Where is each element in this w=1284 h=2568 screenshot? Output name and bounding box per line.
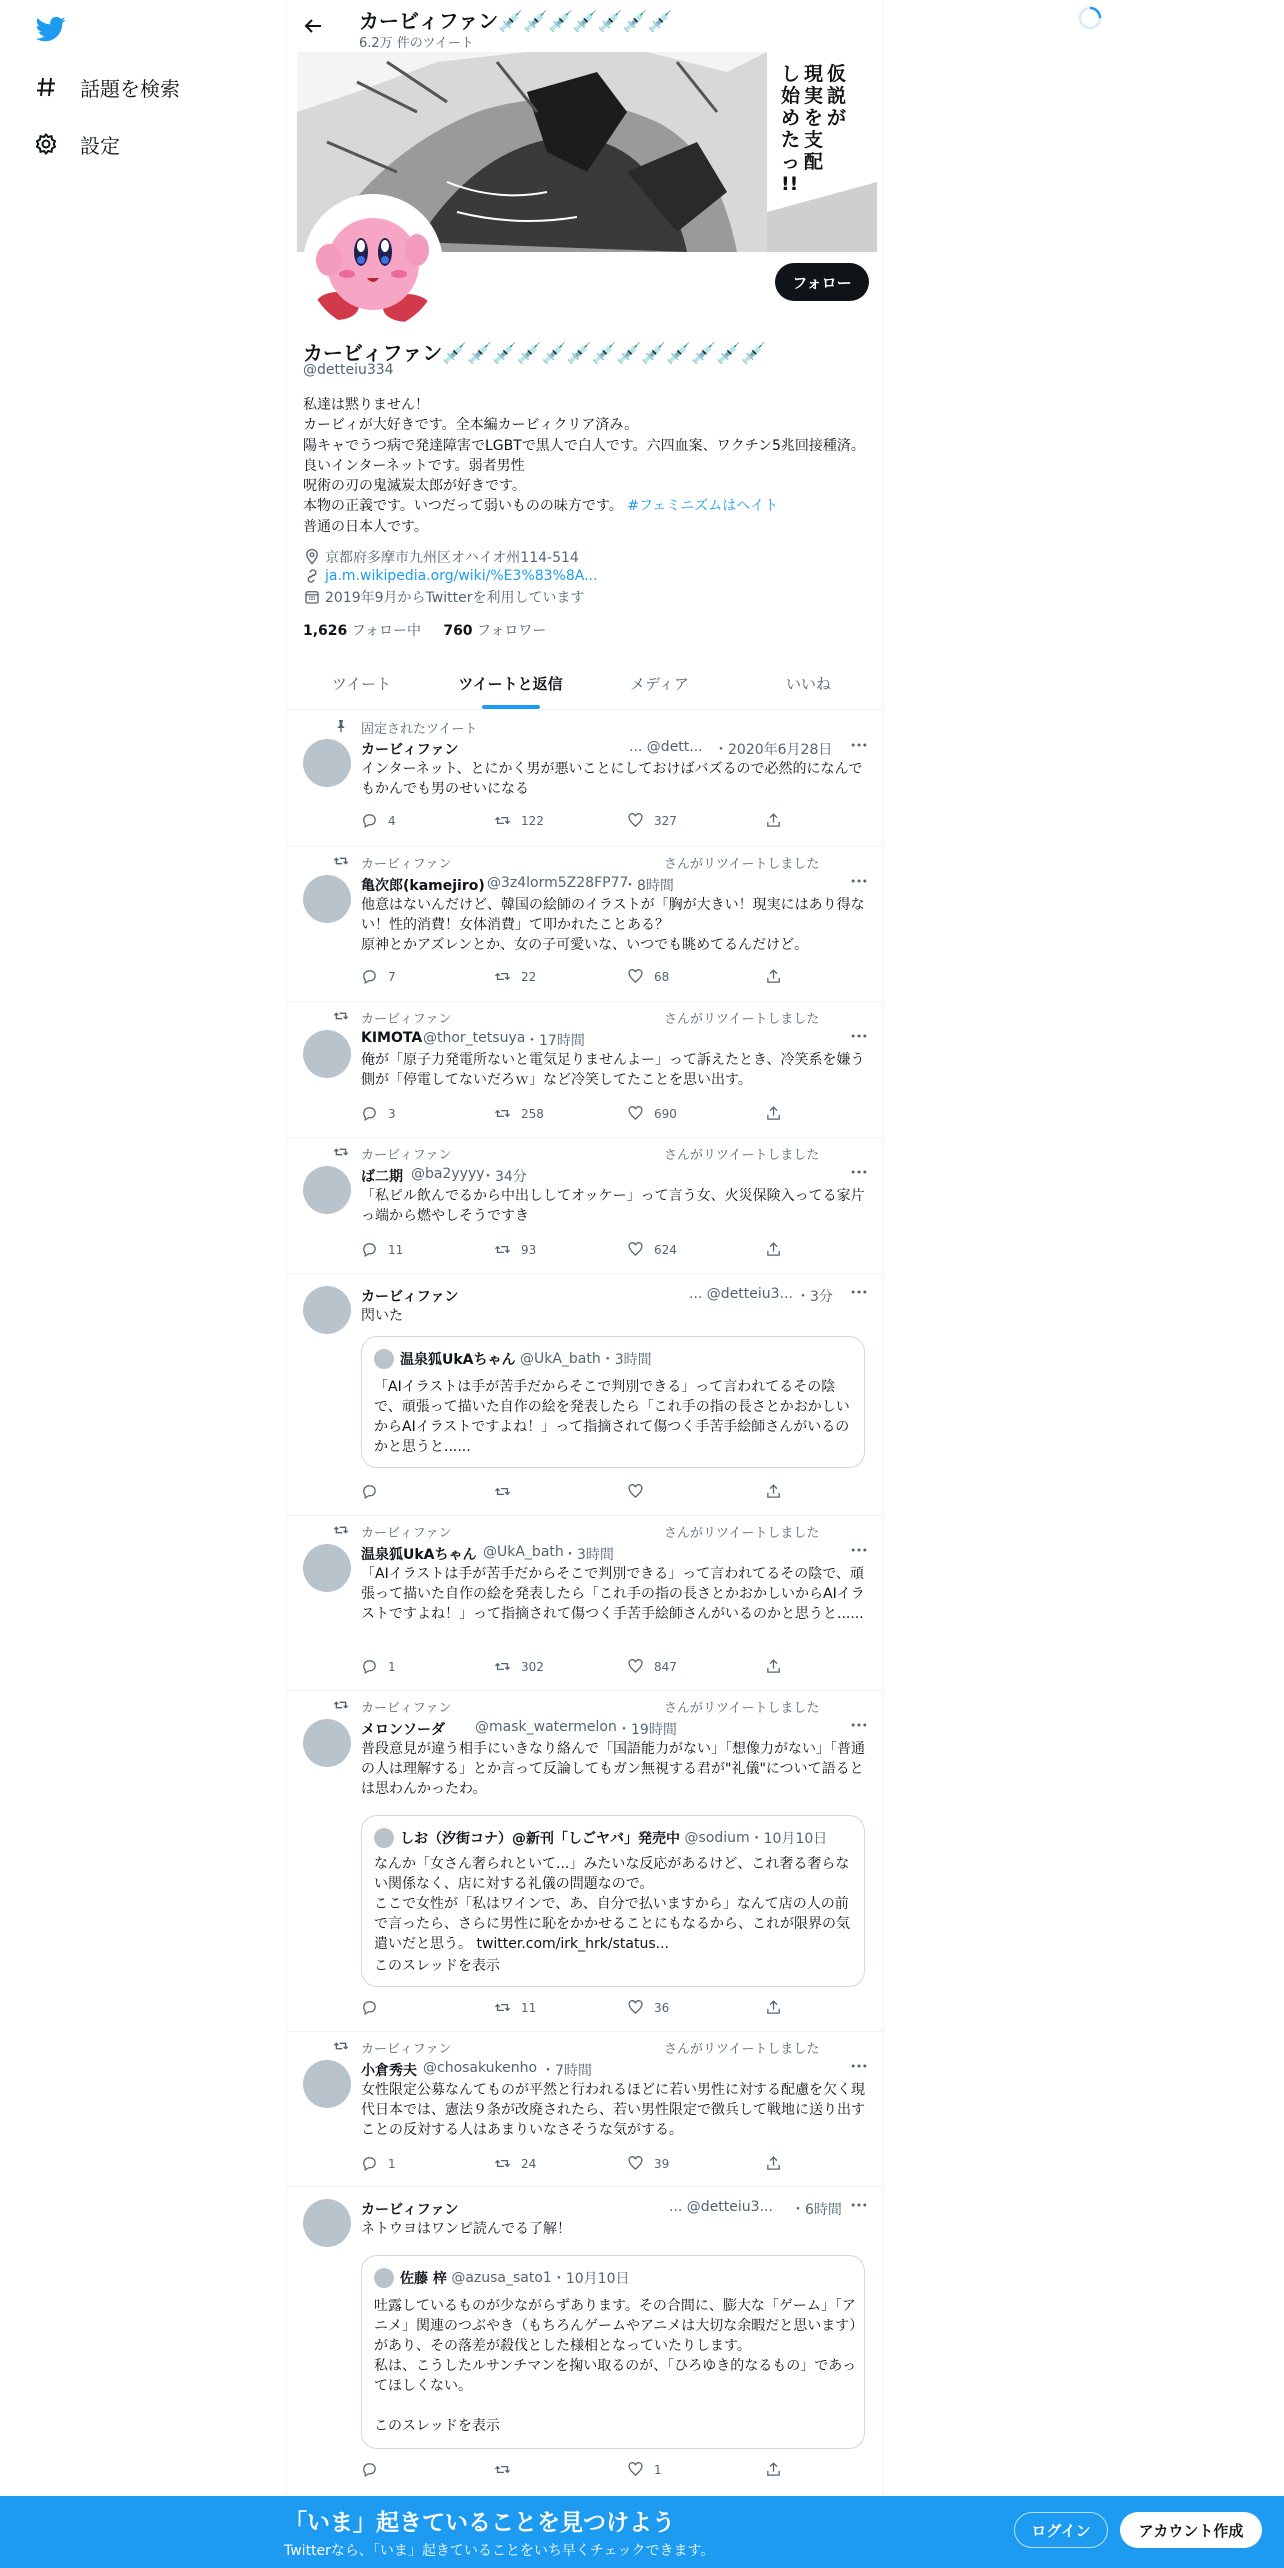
nav-settings[interactable] <box>34 124 120 164</box>
show-thread-link[interactable]: このスレッドを表示 <box>374 2418 500 2434</box>
tweet-avatar[interactable] <box>303 1286 351 1334</box>
signup-button[interactable]: アカウント作成 <box>1120 2512 1262 2548</box>
tweet-context-suffix: さんがリツイートしました <box>664 1701 820 1716</box>
tab-label: いいね <box>785 675 831 693</box>
retweet-context-icon <box>333 1008 349 1024</box>
quoted-author-name: しお（汐街コナ）@新刊「しごヤバ」発売中 <box>400 1831 680 1847</box>
quoted-author-name: 佐藤 梓 <box>400 2271 447 2287</box>
profile-handle: @detteiu334 <box>303 362 394 378</box>
reply-icon <box>361 1241 378 1258</box>
retweet-icon <box>494 1241 511 1258</box>
tweet-avatar[interactable] <box>303 1166 351 1214</box>
tweet[interactable] <box>287 1691 883 2032</box>
like-count: 690 <box>654 1106 677 1121</box>
retweet-count: 122 <box>521 813 544 828</box>
heart-icon <box>627 1241 644 1258</box>
tweet-time[interactable]: ・6時間 <box>791 2202 842 2218</box>
tweet-header <box>361 1719 871 1739</box>
following-count: 1,626 <box>303 623 348 639</box>
svg-text:説: 説 <box>827 85 847 107</box>
tweet[interactable] <box>287 2032 883 2187</box>
retweet-button[interactable] <box>494 2461 521 2478</box>
tweet-author-handle[interactable]: @3z4lorm5Z28FP77 <box>487 875 629 891</box>
tweet[interactable] <box>287 2187 883 2496</box>
tweet-text: 「AIイラストは手が苦手だからそこで判別できる」って言われてるその陰で、頑張って描いた自作の絵を発表したら「これ手の指の長さとかおかしいからAIイラストですよね！」って指摘されて傷つく手苦手絵師さんがいるのかと思うと...... <box>361 1566 865 1622</box>
svg-text:た: た <box>781 129 801 151</box>
retweet-icon <box>494 1658 511 1675</box>
location-pin-icon <box>303 548 321 566</box>
tweet-actions <box>361 2461 791 2481</box>
bio-line: カービィが大好きです。全本編カービィクリア済み。 <box>303 417 639 434</box>
profile-tabs <box>287 660 883 710</box>
retweet-button[interactable] <box>494 1483 521 1500</box>
like-button[interactable] <box>627 2155 669 2172</box>
heart-icon <box>627 2155 644 2172</box>
tweet-actions <box>361 1483 791 1503</box>
share-icon <box>765 1658 782 1675</box>
more-options-icon[interactable] <box>849 1715 869 1735</box>
bio-line: 私達は黙りません！ <box>303 397 429 413</box>
reply-icon <box>361 968 378 985</box>
like-button[interactable] <box>627 812 677 829</box>
tweet-header <box>361 1286 871 1306</box>
tweet-author-handle[interactable]: @UkA_bath <box>483 1544 564 1560</box>
tweet-context-suffix: さんがリツイートしました <box>664 1012 820 1027</box>
quoted-time: ・10月10日 <box>551 2271 630 2287</box>
tweet-actions <box>361 968 791 988</box>
share-button[interactable] <box>765 1483 792 1500</box>
share-icon <box>765 968 782 985</box>
retweet-icon <box>494 1483 511 1500</box>
svg-text:配: 配 <box>804 151 824 173</box>
tweet-actions <box>361 812 791 832</box>
quoted-author-handle: @azusa_sato1 <box>451 2270 552 2286</box>
reply-count: 7 <box>388 969 396 984</box>
tweet-header <box>361 2060 871 2080</box>
reply-button[interactable] <box>361 812 396 829</box>
tweet-text: 俺が「原子力発電所ないと電気足りませんよー」って訴えたとき、冷笑系を嫌う側が「停電してないだろｗ」など冷笑してたことを思い出す。 <box>361 1052 865 1088</box>
signup-prompt-bar <box>0 2496 1284 2568</box>
tweet-time[interactable]: ・8時間 <box>623 878 674 894</box>
bio-line-with-hashtag <box>303 496 873 516</box>
tweet-context[interactable]: カービィファン <box>361 1701 452 1716</box>
follow-button[interactable]: フォロー <box>775 263 869 301</box>
tweet[interactable] <box>287 1138 883 1274</box>
share-icon <box>765 2155 782 2172</box>
login-button[interactable]: ログイン <box>1014 2512 1108 2548</box>
tab-tweets[interactable] <box>287 660 436 709</box>
tweet-context-suffix: さんがリツイートしました <box>664 1526 820 1541</box>
tweet-header <box>361 1544 871 1564</box>
svg-text:仮: 仮 <box>827 63 847 85</box>
tweet-text: 女性限定公募なんてものが平然と行われるほどに若い男性に対する配慮を欠く現代日本では、憲法９条が改廃されたら、若い男性限定で徴兵して戦地に送り出すことの反対する人はあまりいなさそうな気がする。 <box>361 2082 865 2138</box>
tweet-time[interactable]: ・7時間 <box>541 2063 592 2079</box>
tweet-author-handle[interactable]: @ba2yyyy <box>411 1166 485 1182</box>
tweet-time[interactable]: ・17時間 <box>525 1033 585 1049</box>
tab-label: ツイートと返信 <box>458 675 563 693</box>
retweet-count: 11 <box>521 2000 537 2015</box>
svg-text:!!: !! <box>781 173 799 195</box>
like-button[interactable] <box>627 1241 677 1258</box>
tab-likes[interactable] <box>734 660 883 709</box>
calendar-icon <box>303 588 321 606</box>
tweet-author-name[interactable]: 小倉秀夫 <box>361 2063 417 2079</box>
tweet-author-handle[interactable]: @thor_tetsuya <box>423 1030 526 1046</box>
reply-button[interactable] <box>361 2155 396 2172</box>
profile-location <box>303 547 579 567</box>
share-icon <box>765 1483 782 1500</box>
retweet-count: 24 <box>521 2156 537 2171</box>
tweet-time[interactable]: ・3時間 <box>563 1547 614 1563</box>
like-button[interactable] <box>627 1483 654 1500</box>
following-label: フォロー中 <box>351 623 422 639</box>
tweet-author-name[interactable]: カービィファン <box>361 2202 459 2218</box>
reply-count: 4 <box>388 813 396 828</box>
svg-text:っ: っ <box>781 151 801 173</box>
tweet-avatar[interactable] <box>303 875 351 923</box>
more-options-icon[interactable] <box>849 1162 869 1182</box>
tweet-context: 固定されたツイート <box>361 722 478 737</box>
more-options-icon[interactable] <box>849 871 869 891</box>
tweet-context[interactable]: カービィファン <box>361 2042 452 2057</box>
retweet-icon <box>494 2155 511 2172</box>
nav-explore-label: 話題を検索 <box>80 76 180 101</box>
share-icon <box>765 2461 782 2478</box>
quoted-time: ・3時間 <box>600 1352 652 1368</box>
show-thread-link[interactable]: このスレッドを表示 <box>374 1958 500 1974</box>
tweet-text: 閃いた <box>361 1308 403 1324</box>
retweet-context-icon <box>333 1522 349 1538</box>
retweet-icon <box>494 1999 511 2016</box>
more-options-icon[interactable] <box>849 1282 869 1302</box>
svg-text:を: を <box>804 107 824 129</box>
like-count: 39 <box>654 2156 670 2171</box>
quoted-tweet[interactable] <box>361 1815 865 1987</box>
retweet-icon <box>494 812 511 829</box>
share-button[interactable] <box>765 1241 792 1258</box>
location-text: 京都府多摩市九州区オハイオ州114-514 <box>325 550 579 566</box>
link-icon <box>303 567 321 585</box>
svg-text:支: 支 <box>804 129 824 151</box>
quoted-avatar <box>374 1349 394 1369</box>
followers-label: フォロワー <box>477 623 547 639</box>
profile-name: カービィファン💉💉💉💉💉💉💉💉💉💉💉💉💉 <box>303 341 766 365</box>
reply-icon <box>361 2461 378 2478</box>
tweet-time[interactable]: ・3分 <box>796 1289 833 1305</box>
like-count: 847 <box>654 1659 677 1674</box>
share-button[interactable] <box>765 2461 792 2478</box>
tweet[interactable] <box>287 711 883 847</box>
reply-icon <box>361 1483 378 1500</box>
bio-line: 陽キャでうつ病で発達障害でLGBTで黒人で白人です。六四血案、ワクチン5兆回接種済。良いインターネットです。弱者男性 <box>303 437 865 474</box>
tweet-header <box>361 739 871 759</box>
more-options-icon[interactable] <box>849 1540 869 1560</box>
kirby-avatar-image <box>307 198 439 330</box>
like-button[interactable] <box>627 1105 677 1122</box>
retweet-context-icon <box>333 853 349 869</box>
svg-text:実: 実 <box>804 85 824 107</box>
like-button[interactable] <box>627 968 669 985</box>
followers-link[interactable] <box>443 623 546 639</box>
tweet-avatar[interactable] <box>303 739 351 787</box>
tweet-author-name[interactable]: KIMOTA <box>361 1030 423 1046</box>
tweet-text: 「私ピル飲んでるから中出ししてオッケー」って言う女、火災保険入ってる家片っ端から燃やしそうですき <box>361 1188 865 1224</box>
heart-icon <box>627 1999 644 2016</box>
tweet-author-handle[interactable]: @chosakukenho <box>423 2060 538 2076</box>
tweet-author-handle[interactable]: ... @detteiu3... <box>689 1286 793 1302</box>
bio-line: 呪術の刃の鬼滅炭太郎が好きです。 <box>303 478 526 495</box>
retweet-button[interactable] <box>494 2155 536 2172</box>
signup-prompt-subtitle: Twitterなら、「いま」起きていることをいち早くチェックできます。 <box>284 2543 715 2559</box>
header-title: カービィファン💉💉💉💉💉💉💉 <box>359 9 673 33</box>
loading-spinner-icon <box>1074 2 1106 34</box>
quoted-tweet-header <box>374 1828 827 1848</box>
quoted-text: なんか「女さん奢られといて...」みたいな反応があるけど、これ奢る奢らない関係なく、店に対する礼儀の問題なので。 ここで女性が「私はワインで、あ、自分で払いますから」なんて店の人の前で言ったら、さらに男性に恥をかかせることにもなるから、これが限界の気遣いだと思う。 twitter.com/irk_hrk/status... <box>374 1856 850 1952</box>
tweet-header <box>361 1030 871 1050</box>
quoted-tweet[interactable] <box>361 1336 865 1468</box>
tweet-actions <box>361 1105 791 1125</box>
tweet-text: 他意はないんだけど、韓国の絵師のイラストが「胸が大きい！現実にはあり得ない！性的消費！女体消費」て叩かれたことある？ 原神とかアズレンとか、女の子可愛いな、いつでも眺めてるんだけど。 <box>361 897 865 953</box>
quoted-avatar <box>374 1828 394 1848</box>
heart-icon <box>627 1483 644 1500</box>
tweet-context[interactable]: カービィファン <box>361 1148 452 1163</box>
tweet-author-handle[interactable]: @mask_watermelon <box>475 1719 617 1735</box>
heart-icon <box>627 812 644 829</box>
tweet[interactable] <box>287 1002 883 1138</box>
tweet-author-name[interactable]: ば二期 <box>361 1169 403 1185</box>
retweet-count: 22 <box>521 969 537 984</box>
tweet-text: インターネット、とにかく男が悪いことにしておけばバズるので必然的になんでもかんでも男のせいになる <box>361 761 863 797</box>
tab-label: ツイート <box>331 675 392 693</box>
like-button[interactable] <box>627 1999 669 2016</box>
heart-icon <box>627 1658 644 1675</box>
back-arrow-icon[interactable] <box>301 14 325 38</box>
nav-settings-label: 設定 <box>80 133 120 158</box>
tweet-context-suffix: さんがリツイートしました <box>664 2042 820 2057</box>
profile-header-bar <box>287 0 883 52</box>
quoted-author-name: 温泉狐UkAちゃん <box>400 1352 516 1368</box>
like-count: 327 <box>654 813 677 828</box>
tweet-header <box>361 2199 871 2219</box>
tweet-author-name[interactable]: カービィファン <box>361 1289 459 1305</box>
bio-line: 本物の正義です。いつだって弱いものの味方です。 <box>303 498 623 515</box>
tweet-avatar[interactable] <box>303 2060 351 2108</box>
reply-icon <box>361 2155 378 2172</box>
nav-explore[interactable] <box>34 67 180 107</box>
gear-icon <box>34 132 58 156</box>
signup-prompt-title: 「いま」起きていることを見つけよう <box>284 2510 675 2536</box>
tweet-context-suffix: さんがリツイートしました <box>664 857 820 872</box>
retweet-count: 93 <box>521 1242 537 1257</box>
reply-count: 3 <box>388 1106 396 1121</box>
reply-button[interactable] <box>361 2461 388 2478</box>
tweet-actions <box>361 1241 791 1261</box>
svg-text:し: し <box>781 63 801 85</box>
quoted-text: 「AIイラストは手が苦手だからそこで判別できる」って言われてるその陰で、頑張って描いた自作の絵を発表したら「これ手の指の長さとかおかしいからAIイラストですよね！」って指摘されて傷つく手苦手絵師さんがいるのかと思うと...... <box>374 1379 850 1455</box>
retweet-button[interactable] <box>494 968 536 985</box>
reply-button[interactable] <box>361 1105 396 1122</box>
like-count: 624 <box>654 1242 677 1257</box>
tweet-context[interactable]: カービィファン <box>361 1526 452 1541</box>
followers-count: 760 <box>443 623 473 639</box>
reply-button[interactable] <box>361 968 396 985</box>
quoted-author-handle: @UkA_bath <box>519 1351 601 1367</box>
profile-joined <box>303 587 584 607</box>
heart-icon <box>627 968 644 985</box>
tweet[interactable] <box>287 847 883 1002</box>
active-tab-indicator <box>482 705 540 709</box>
twitter-logo-icon[interactable] <box>34 14 68 44</box>
retweet-context-icon <box>333 1697 349 1713</box>
share-button[interactable] <box>765 1658 792 1675</box>
retweet-count: 302 <box>521 1659 544 1674</box>
share-icon <box>765 812 782 829</box>
quoted-avatar <box>374 2268 394 2288</box>
tweet-time[interactable]: ・2020年6月28日 <box>714 742 833 758</box>
reply-count: 1 <box>388 2156 396 2171</box>
tweet-author-name[interactable]: 温泉狐UkAちゃん <box>361 1547 477 1563</box>
svg-text:が: が <box>827 107 847 129</box>
share-button[interactable] <box>765 968 792 985</box>
profile-url <box>303 567 597 585</box>
like-button[interactable] <box>627 1658 677 1675</box>
share-button[interactable] <box>765 812 792 829</box>
reply-button[interactable] <box>361 1658 396 1675</box>
share-icon <box>765 1999 782 2016</box>
follow-counts <box>303 620 546 640</box>
tweet[interactable] <box>287 1274 883 1516</box>
like-count: 36 <box>654 2000 670 2015</box>
tweet-author-name[interactable]: 亀次郎(kamejiro) <box>361 878 485 894</box>
tweet-time[interactable]: ・34分 <box>481 1169 527 1185</box>
tweet-avatar[interactable] <box>303 1544 351 1592</box>
tweet-avatar[interactable] <box>303 1719 351 1767</box>
tweet-avatar[interactable] <box>303 1030 351 1078</box>
quoted-text: 吐露しているものが少ながらずあります。その合間に、膨大な「ゲーム」「アニメ」関連のつぶやき（もちろんゲームやアニメは大切な余暇だと思います）があり、その落差が殺伐とした様相となっていたりします。 私は、こうしたルサンチマンを掬い取るのが、「ひろゆき的なるもの」であってほしくない。 <box>374 2298 857 2394</box>
tweet-author-name[interactable]: メロンソーダ <box>361 1722 445 1738</box>
tweet-actions <box>361 2155 791 2175</box>
retweet-button[interactable] <box>494 1241 536 1258</box>
reply-count: 11 <box>388 1242 404 1257</box>
more-options-icon[interactable] <box>849 1026 869 1046</box>
quoted-author-handle: @sodium <box>684 1830 750 1846</box>
svg-text:現: 現 <box>804 63 824 85</box>
retweet-icon <box>494 968 511 985</box>
retweet-context-icon <box>333 1144 349 1160</box>
retweet-button[interactable] <box>494 1999 536 2016</box>
tweet-context[interactable]: カービィファン <box>361 1012 452 1027</box>
more-options-icon[interactable] <box>849 735 869 755</box>
quoted-tweet-header <box>374 2268 629 2288</box>
retweet-count: 258 <box>521 1106 544 1121</box>
tweet-author-handle[interactable]: ... @dett... <box>629 739 703 755</box>
tweet[interactable] <box>287 1516 883 1691</box>
pin-icon <box>333 718 349 734</box>
profile-url-link[interactable]: ja.m.wikipedia.org/wiki/%E3%83%8A... <box>325 568 598 584</box>
hashtag-icon <box>34 75 58 99</box>
retweet-button[interactable] <box>494 1105 544 1122</box>
tweet-header <box>361 875 871 895</box>
tab-label: メディア <box>630 675 689 693</box>
heart-icon <box>627 1105 644 1122</box>
retweet-context-icon <box>333 2038 349 2054</box>
bio-hashtag-link[interactable]: #フェミニズムはヘイト <box>627 498 779 515</box>
reply-icon <box>361 812 378 829</box>
more-options-icon[interactable] <box>849 2195 869 2215</box>
heart-icon <box>627 2461 644 2478</box>
like-count: 1 <box>654 2462 662 2477</box>
tweet-actions <box>361 1999 791 2019</box>
share-button[interactable] <box>765 1999 792 2016</box>
tweet-author-handle[interactable]: ... @detteiu3... <box>669 2199 773 2215</box>
profile-avatar[interactable] <box>303 194 443 334</box>
retweet-button[interactable] <box>494 812 544 829</box>
reply-button[interactable] <box>361 1241 403 1258</box>
tweet-text: 普段意見が違う相手にいきなり絡んで「国語能力がない」「想像力がない」「普通の人は理解する」とか言って反論してもガン無視する君が"礼儀"について語るとは思わんかったわ。 <box>361 1741 865 1797</box>
joined-text: 2019年9月からTwitterを利用しています <box>325 590 585 606</box>
quoted-tweet[interactable] <box>361 2255 865 2449</box>
reply-icon <box>361 1999 378 2016</box>
svg-text:め: め <box>781 107 801 129</box>
tab-tweets-and-replies[interactable] <box>436 660 585 709</box>
like-count: 68 <box>654 969 670 984</box>
tweet-avatar[interactable] <box>303 2199 351 2247</box>
reply-button[interactable] <box>361 1483 388 1500</box>
share-button[interactable] <box>765 1105 792 1122</box>
tweet-actions <box>361 1658 791 1678</box>
tweet-context[interactable]: カービィファン <box>361 857 452 872</box>
retweet-icon <box>494 1105 511 1122</box>
share-button[interactable] <box>765 2155 792 2172</box>
tweet-context-suffix: さんがリツイートしました <box>664 1148 820 1163</box>
reply-button[interactable] <box>361 1999 388 2016</box>
following-link[interactable] <box>303 623 421 639</box>
profile-bio <box>303 395 873 537</box>
retweet-icon <box>494 2461 511 2478</box>
profile-column <box>286 0 884 2568</box>
tab-media[interactable] <box>585 660 734 709</box>
header-tweet-count: 6.2万 件のツイート <box>359 36 474 51</box>
reply-icon <box>361 1658 378 1675</box>
retweet-button[interactable] <box>494 1658 544 1675</box>
svg-text:始: 始 <box>781 85 801 107</box>
tweet-header <box>361 1166 871 1186</box>
tweet-time[interactable]: ・19時間 <box>617 1722 677 1738</box>
share-icon <box>765 1241 782 1258</box>
share-icon <box>765 1105 782 1122</box>
more-options-icon[interactable] <box>849 2056 869 2076</box>
like-button[interactable] <box>627 2461 662 2478</box>
bio-line: 普通の日本人です。 <box>303 518 428 535</box>
quoted-time: ・10月10日 <box>749 1831 828 1847</box>
tweet-text: ネトウヨはワンピ読んでる了解！ <box>361 2221 571 2237</box>
reply-count: 1 <box>388 1659 396 1674</box>
quoted-tweet-header <box>374 1349 652 1369</box>
tweet-author-name[interactable]: カービィファン <box>361 742 459 758</box>
reply-icon <box>361 1105 378 1122</box>
